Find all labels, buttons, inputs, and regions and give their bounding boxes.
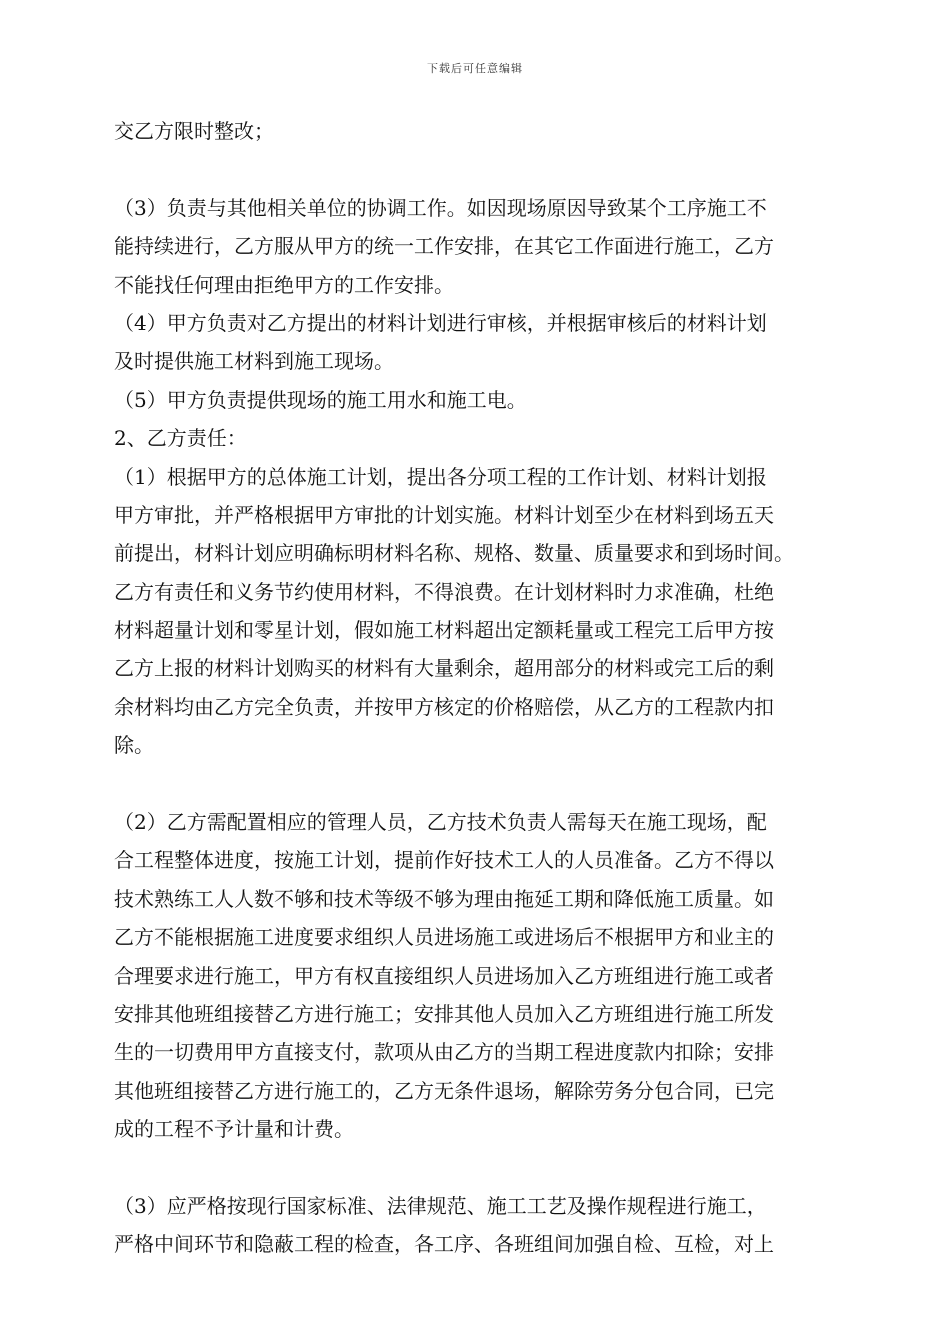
blank-line bbox=[114, 150, 874, 188]
text-line: 材料超量计划和零星计划，假如施工材料超出定额耗量或工程完工后甲方按 bbox=[114, 618, 774, 643]
text-line: 不能找任何理由拒绝甲方的工作安排。 bbox=[114, 272, 454, 297]
text-line: 其他班组接替乙方进行施工的，乙方无条件退场，解除劳务分包合同，已完 bbox=[114, 1078, 774, 1103]
blank-line bbox=[114, 765, 874, 803]
page-header: 下载后可任意编辑 bbox=[427, 62, 523, 75]
text-line: 乙方有责任和义务节约使用材料，不得浪费。在计划材料时力求准确，杜绝 bbox=[114, 579, 774, 604]
text-line: 安排其他班组接替乙方进行施工；安排其他人员加入乙方班组进行施工所发 bbox=[114, 1001, 774, 1026]
text-line: （5）甲方负责提供现场的施工用水和施工电。 bbox=[114, 387, 527, 412]
text-line: 成的工程不予计量和计费。 bbox=[114, 1117, 354, 1142]
text-line: 及时提供施工材料到施工现场。 bbox=[114, 349, 394, 374]
section-heading: 2、乙方责任： bbox=[114, 426, 247, 451]
text-line: 除。 bbox=[114, 733, 154, 758]
text-line: 技术熟练工人人数不够和技术等级不够为理由拖延工期和降低施工质量。如 bbox=[114, 886, 774, 911]
blank-line bbox=[114, 1149, 874, 1187]
text-line: 交乙方限时整改； bbox=[114, 119, 274, 143]
text-line: 甲方审批，并严格根据甲方审批的计划实施。材料计划至少在材料到场五天 bbox=[114, 502, 774, 527]
text-line: 前提出，材料计划应明确标明材料名称、规格、数量、质量要求和到场时间。 bbox=[114, 541, 794, 566]
text-line: 乙方上报的材料计划购买的材料有大量剩余，超用部分的材料或完工后的剩 bbox=[114, 656, 774, 681]
text-line: （2）乙方需配置相应的管理人员，乙方技术负责人需每天在施工现场，配 bbox=[114, 810, 767, 835]
text-line: 能持续进行，乙方服从甲方的统一工作安排，在其它工作面进行施工，乙方 bbox=[114, 234, 774, 259]
text-line: （1）根据甲方的总体施工计划，提出各分项工程的工作计划、材料计划报 bbox=[114, 464, 767, 489]
text-line: （3）负责与其他相关单位的协调工作。如因现场原因导致某个工序施工不 bbox=[114, 195, 767, 220]
text-line: （3）应严格按现行国家标准、法律规范、施工工艺及操作规程进行施工， bbox=[114, 1193, 767, 1218]
text-line: （4）甲方负责对乙方提出的材料计划进行审核，并根据审核后的材料计划 bbox=[114, 310, 767, 335]
text-line: 生的一切费用甲方直接支付，款项从由乙方的当期工程进度款内扣除；安排 bbox=[114, 1040, 774, 1065]
text-line: 乙方不能根据施工进度要求组织人员进场施工或进场后不根据甲方和业主的 bbox=[114, 925, 774, 950]
text-line: 严格中间环节和隐蔽工程的检查，各工序、各班组间加强自检、互检，对上 bbox=[114, 1232, 774, 1257]
text-line: 余材料均由乙方完全负责，并按甲方核定的价格赔偿，从乙方的工程款内扣 bbox=[114, 694, 774, 719]
text-line: 合理要求进行施工，甲方有权直接组织人员进场加入乙方班组进行施工或者 bbox=[114, 963, 774, 988]
document-body bbox=[114, 112, 874, 1264]
text-line: 合工程整体进度，按施工计划，提前作好技术工人的人员准备。乙方不得以 bbox=[114, 848, 774, 873]
